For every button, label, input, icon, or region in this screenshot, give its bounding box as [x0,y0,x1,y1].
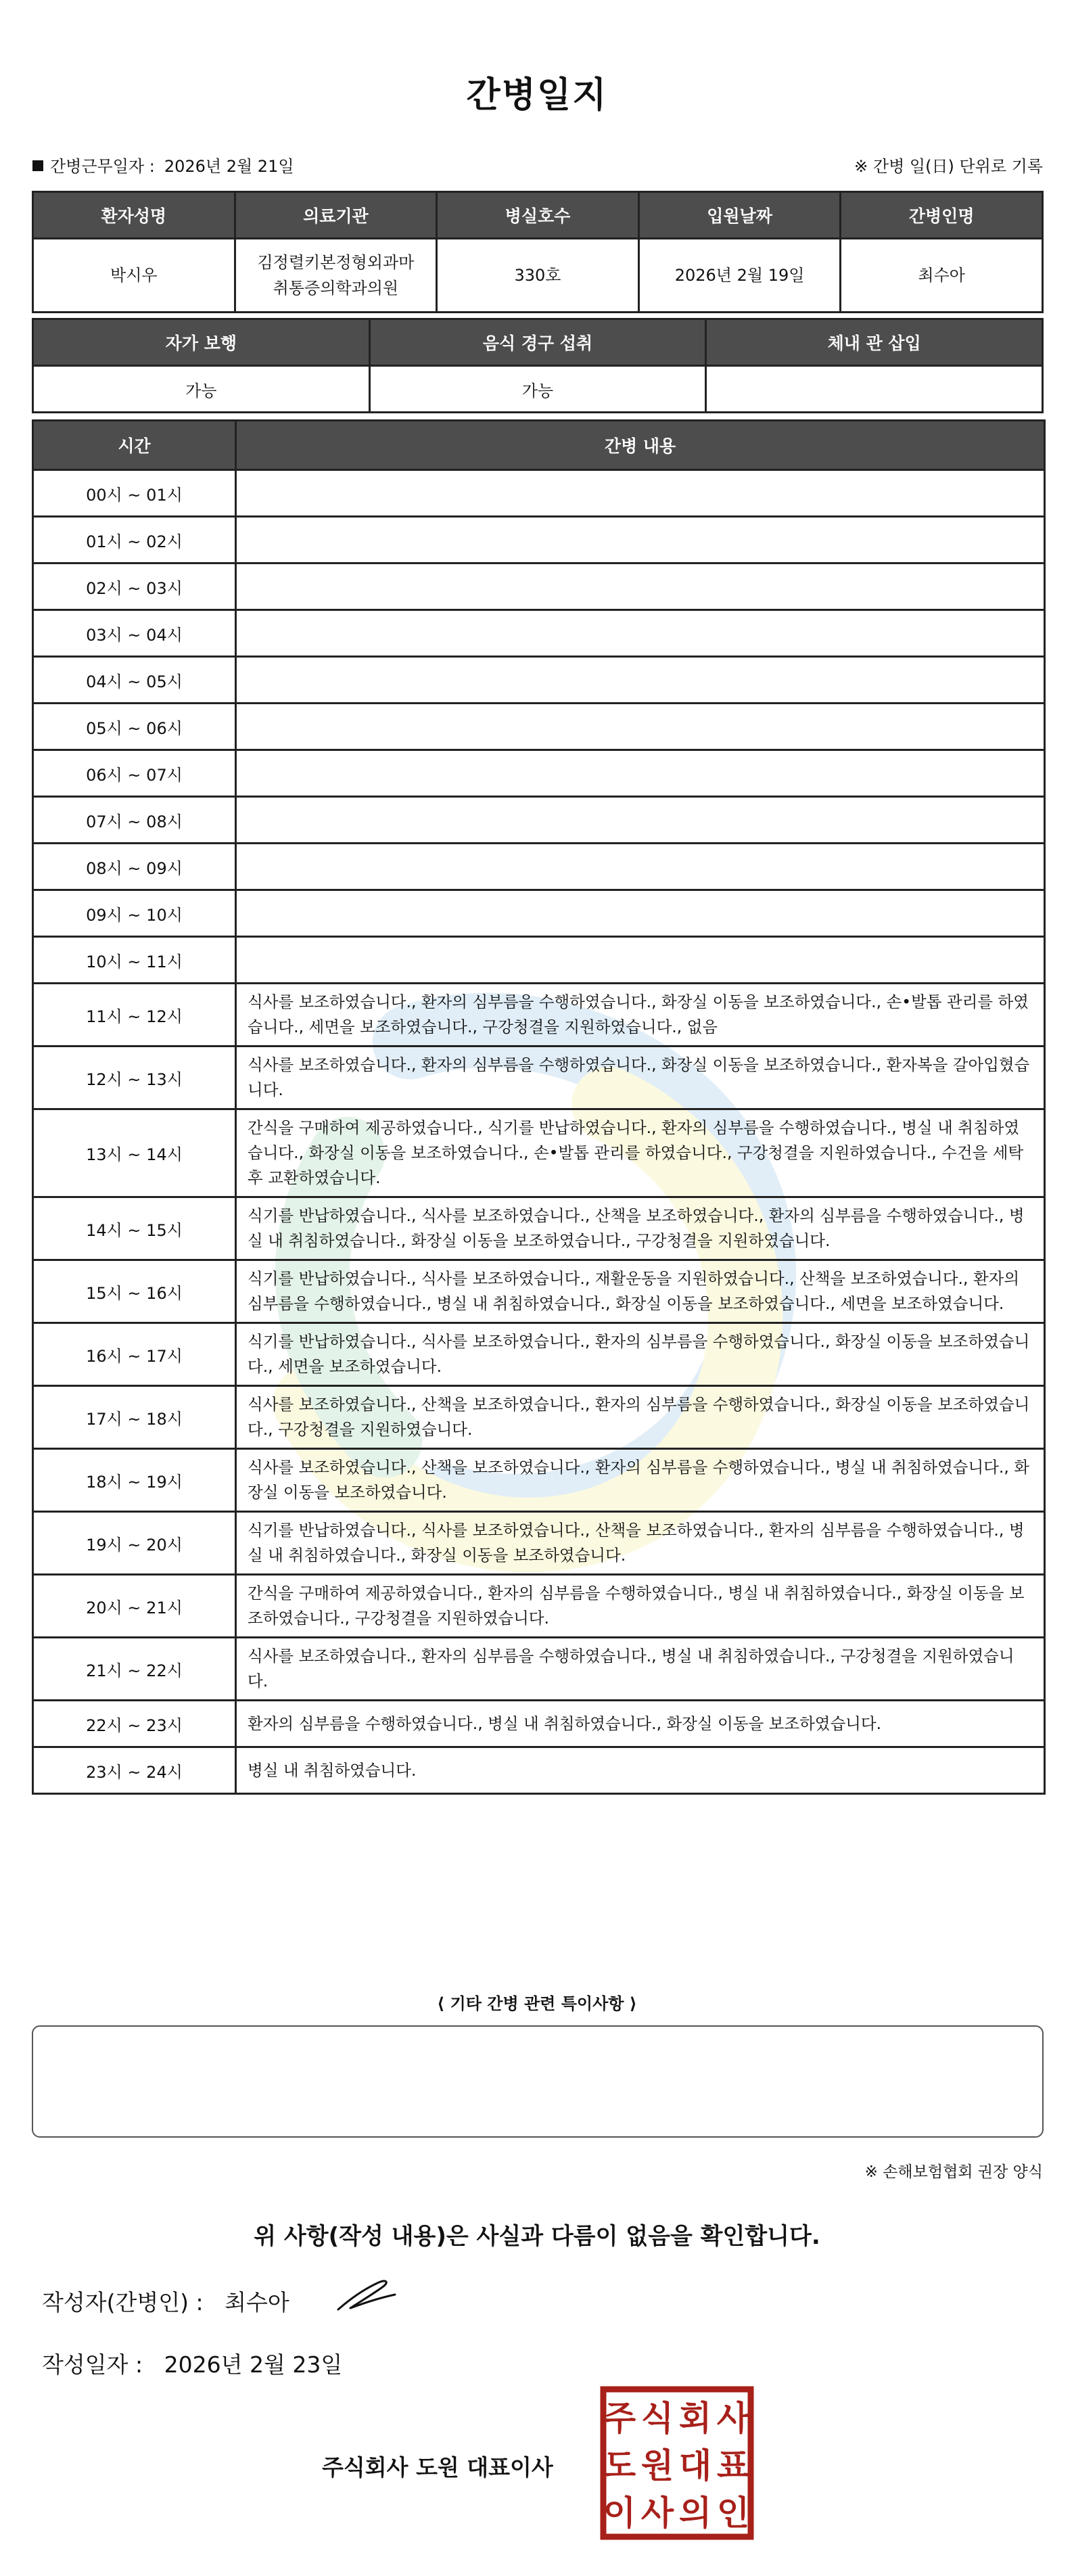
log-row [33,1323,1045,1386]
log-row [33,1449,1045,1512]
ability-value-row [33,366,1043,413]
seal-character: 사 [716,2399,750,2438]
log-time-cell: 21시 ~ 22시 [33,1638,236,1701]
company-representative: 주식회사 도원 대표이사 [322,2454,553,2481]
log-content-cell: 식기를 반납하였습니다., 식사를 보조하였습니다., 재활운동을 지원하였습니다., 산책을 보조하였습니다., 환자의 심부름을 수행하였습니다., 병실 내 취침하였습니다., 화장실 이동을 보조하였습니다., 세면을 보조하였습니다. [236,1260,1045,1323]
header-patient-name: 환자성명 [33,192,235,239]
log-row [33,1386,1045,1449]
header-room: 병실호수 [437,192,639,239]
log-row [33,470,1045,517]
log-row [33,610,1045,657]
log-row [33,564,1045,610]
company-seal-stamp [599,2385,755,2541]
log-content-cell [236,564,1045,610]
form-source-note: ※ 손해보험협회 권장 양식 [864,2163,1043,2181]
seal-character: 대 [678,2446,712,2485]
work-date-value: 2026년 2월 21일 [164,157,294,176]
ability-header-row [33,319,1043,366]
log-row [33,1046,1045,1109]
log-content-cell [236,657,1045,704]
record-unit-note: ※ 간병 일(日) 단위로 기록 [854,157,1043,176]
log-header-row [33,421,1045,470]
hourly-log-table [32,419,1046,1795]
log-content-cell [236,844,1045,890]
log-content-cell [236,470,1045,517]
log-content-cell: 식사를 보조하였습니다., 환자의 심부름을 수행하였습니다., 화장실 이동을 보조하였습니다., 손•발톱 관리를 하였습니다., 세면을 보조하였습니다., 구강청결을 지원하였습니다., 없음 [236,984,1045,1046]
log-content-cell: 식사를 보조하였습니다., 산책을 보조하였습니다., 환자의 심부름을 수행하였습니다., 화장실 이동을 보조하였습니다., 구강청결을 지원하였습니다. [236,1386,1045,1449]
patient-info-header-row [33,192,1043,239]
log-content-cell: 병실 내 취침하였습니다. [236,1747,1045,1794]
seal-character: 주 [603,2399,636,2438]
log-time-cell: 19시 ~ 20시 [33,1512,236,1575]
log-row [33,890,1045,937]
written-date-line [42,2347,342,2379]
patient-ability-table [32,318,1044,413]
log-time-cell: 17시 ~ 18시 [33,1386,236,1449]
oral-intake-value: 가능 [369,366,706,413]
square-bullet-icon [32,160,43,171]
signature-scribble [334,2274,399,2315]
seal-character: 도 [603,2446,636,2485]
patient-name: 박시우 [33,239,235,313]
log-content-cell: 환자의 심부름을 수행하였습니다., 병실 내 취침하였습니다., 화장실 이동을 보조하였습니다. [236,1701,1045,1747]
log-content-cell: 식기를 반납하였습니다., 식사를 보조하였습니다., 환자의 심부름을 수행하였습니다., 화장실 이동을 보조하였습니다., 세면을 보조하였습니다. [236,1323,1045,1386]
seal-character: 표 [716,2446,750,2485]
log-content-cell: 식사를 보조하였습니다., 산책을 보조하였습니다., 환자의 심부름을 수행하였습니다., 병실 내 취침하였습니다., 화장실 이동을 보조하였습니다. [236,1449,1045,1512]
log-content-cell [236,610,1045,657]
log-time-cell: 04시 ~ 05시 [33,657,236,704]
log-time-cell: 15시 ~ 16시 [33,1260,236,1323]
log-time-cell: 00시 ~ 01시 [33,470,236,517]
self-walking-value: 가능 [33,366,370,413]
patient-info-table [32,191,1044,313]
seal-character: 회 [678,2399,712,2438]
header-care-content: 간병 내용 [236,421,1045,470]
log-time-cell: 05시 ~ 06시 [33,704,236,750]
log-content-cell [236,517,1045,564]
log-time-cell: 12시 ~ 13시 [33,1046,236,1109]
log-time-cell: 01시 ~ 02시 [33,517,236,564]
log-time-cell: 09시 ~ 10시 [33,890,236,937]
log-time-cell: 23시 ~ 24시 [33,1747,236,1794]
log-time-cell: 22시 ~ 23시 [33,1701,236,1747]
log-content-cell: 식기를 반납하였습니다., 식사를 보조하였습니다., 산책을 보조하였습니다., 환자의 심부름을 수행하였습니다., 병실 내 취침하였습니다., 화장실 이동을 보조하였습니다., 구강청결을 지원하였습니다. [236,1197,1045,1260]
log-content-cell [236,937,1045,984]
writer-line [42,2285,289,2317]
seal-character: 이 [603,2493,636,2533]
log-row [33,1109,1045,1197]
special-notes-box [32,2025,1044,2138]
log-time-cell: 14시 ~ 15시 [33,1197,236,1260]
log-content-cell [236,797,1045,844]
log-content-cell: 식기를 반납하였습니다., 식사를 보조하였습니다., 산책을 보조하였습니다., 환자의 심부름을 수행하였습니다., 병실 내 취침하였습니다., 화장실 이동을 보조하였습니다. [236,1512,1045,1575]
header-hospital: 의료기관 [235,192,437,239]
log-row [33,1260,1045,1323]
log-row [33,517,1045,564]
writer-name: 최수아 [225,2289,289,2316]
log-time-cell: 20시 ~ 21시 [33,1575,236,1638]
seal-character: 식 [640,2399,674,2438]
writer-label: 작성자(간병인) : [42,2289,204,2316]
log-content-cell [236,704,1045,750]
log-time-cell: 07시 ~ 08시 [33,797,236,844]
log-time-cell: 06시 ~ 07시 [33,750,236,797]
log-content-cell: 간식을 구매하여 제공하였습니다., 환자의 심부름을 수행하였습니다., 병실 내 취침하였습니다., 화장실 이동을 보조하였습니다., 구강청결을 지원하였습니다. [236,1575,1045,1638]
written-date-label: 작성일자 : [42,2351,143,2378]
log-content-cell: 식사를 보조하였습니다., 환자의 심부름을 수행하였습니다., 병실 내 취침하였습니다., 구강청결을 지원하였습니다. [236,1638,1045,1701]
header-self-walking: 자가 보행 [33,319,370,366]
log-row [33,797,1045,844]
confirmation-statement: 위 사항(작성 내용)은 사실과 다름이 없음을 확인합니다. [254,2223,820,2250]
log-row [33,1575,1045,1638]
log-row [33,937,1045,984]
header-oral-intake: 음식 경구 섭취 [369,319,706,366]
page-title: 간병일지 [466,75,608,116]
log-row [33,1512,1045,1575]
caregiver-name: 최수아 [841,239,1043,313]
log-time-cell: 10시 ~ 11시 [33,937,236,984]
log-time-cell: 02시 ~ 03시 [33,564,236,610]
log-row [33,1197,1045,1260]
log-time-cell: 11시 ~ 12시 [33,984,236,1046]
seal-character: 의 [678,2493,712,2533]
hospital-name [235,239,437,313]
special-notes-title: ⟨ 기타 간병 관련 특이사항 ⟩ [437,1994,637,2013]
log-content-cell: 식사를 보조하였습니다., 환자의 심부름을 수행하였습니다., 화장실 이동을 보조하였습니다., 환자복을 갈아입혔습니다. [236,1046,1045,1109]
seal-character: 사 [640,2493,674,2533]
work-date-line [32,153,294,177]
tube-insertion-value [706,366,1043,413]
log-row [33,984,1045,1046]
written-date-value: 2026년 2월 23일 [164,2351,343,2378]
hospital-name-line1: 김정렬키본정형외과마 [257,253,415,272]
log-content-cell [236,890,1045,937]
work-date-label: 간병근무일자 : [50,157,155,176]
log-row [33,750,1045,797]
log-time-cell: 13시 ~ 14시 [33,1109,236,1197]
seal-character: 인 [716,2493,750,2533]
log-time-cell: 16시 ~ 17시 [33,1323,236,1386]
seal-character: 원 [640,2446,674,2485]
admission-date: 2026년 2월 19일 [638,239,841,313]
header-admission-date: 입원날짜 [638,192,841,239]
log-body [33,470,1045,1794]
hospital-name-line2: 취통증의학과의원 [273,279,399,298]
log-row [33,1638,1045,1701]
header-time: 시간 [33,421,236,470]
log-time-cell: 18시 ~ 19시 [33,1449,236,1512]
header-tube-insertion: 체내 관 삽입 [706,319,1043,366]
header-caregiver: 간병인명 [841,192,1043,239]
log-time-cell: 08시 ~ 09시 [33,844,236,890]
log-row [33,657,1045,704]
log-content-cell: 간식을 구매하여 제공하였습니다., 식기를 반납하였습니다., 환자의 심부름을 수행하였습니다., 병실 내 취침하였습니다., 화장실 이동을 보조하였습니다., 손•발톱 관리를 하였습니다., 구강청결을 지원하였습니다., 수건을 세탁 후 교환하였습니다. [236,1109,1045,1197]
room-number: 330호 [437,239,639,313]
log-row [33,844,1045,890]
log-content-cell [236,750,1045,797]
log-row [33,704,1045,750]
patient-info-value-row [33,239,1043,313]
log-row [33,1701,1045,1747]
log-time-cell: 03시 ~ 04시 [33,610,236,657]
seal-characters [603,2399,750,2533]
log-row [33,1747,1045,1794]
